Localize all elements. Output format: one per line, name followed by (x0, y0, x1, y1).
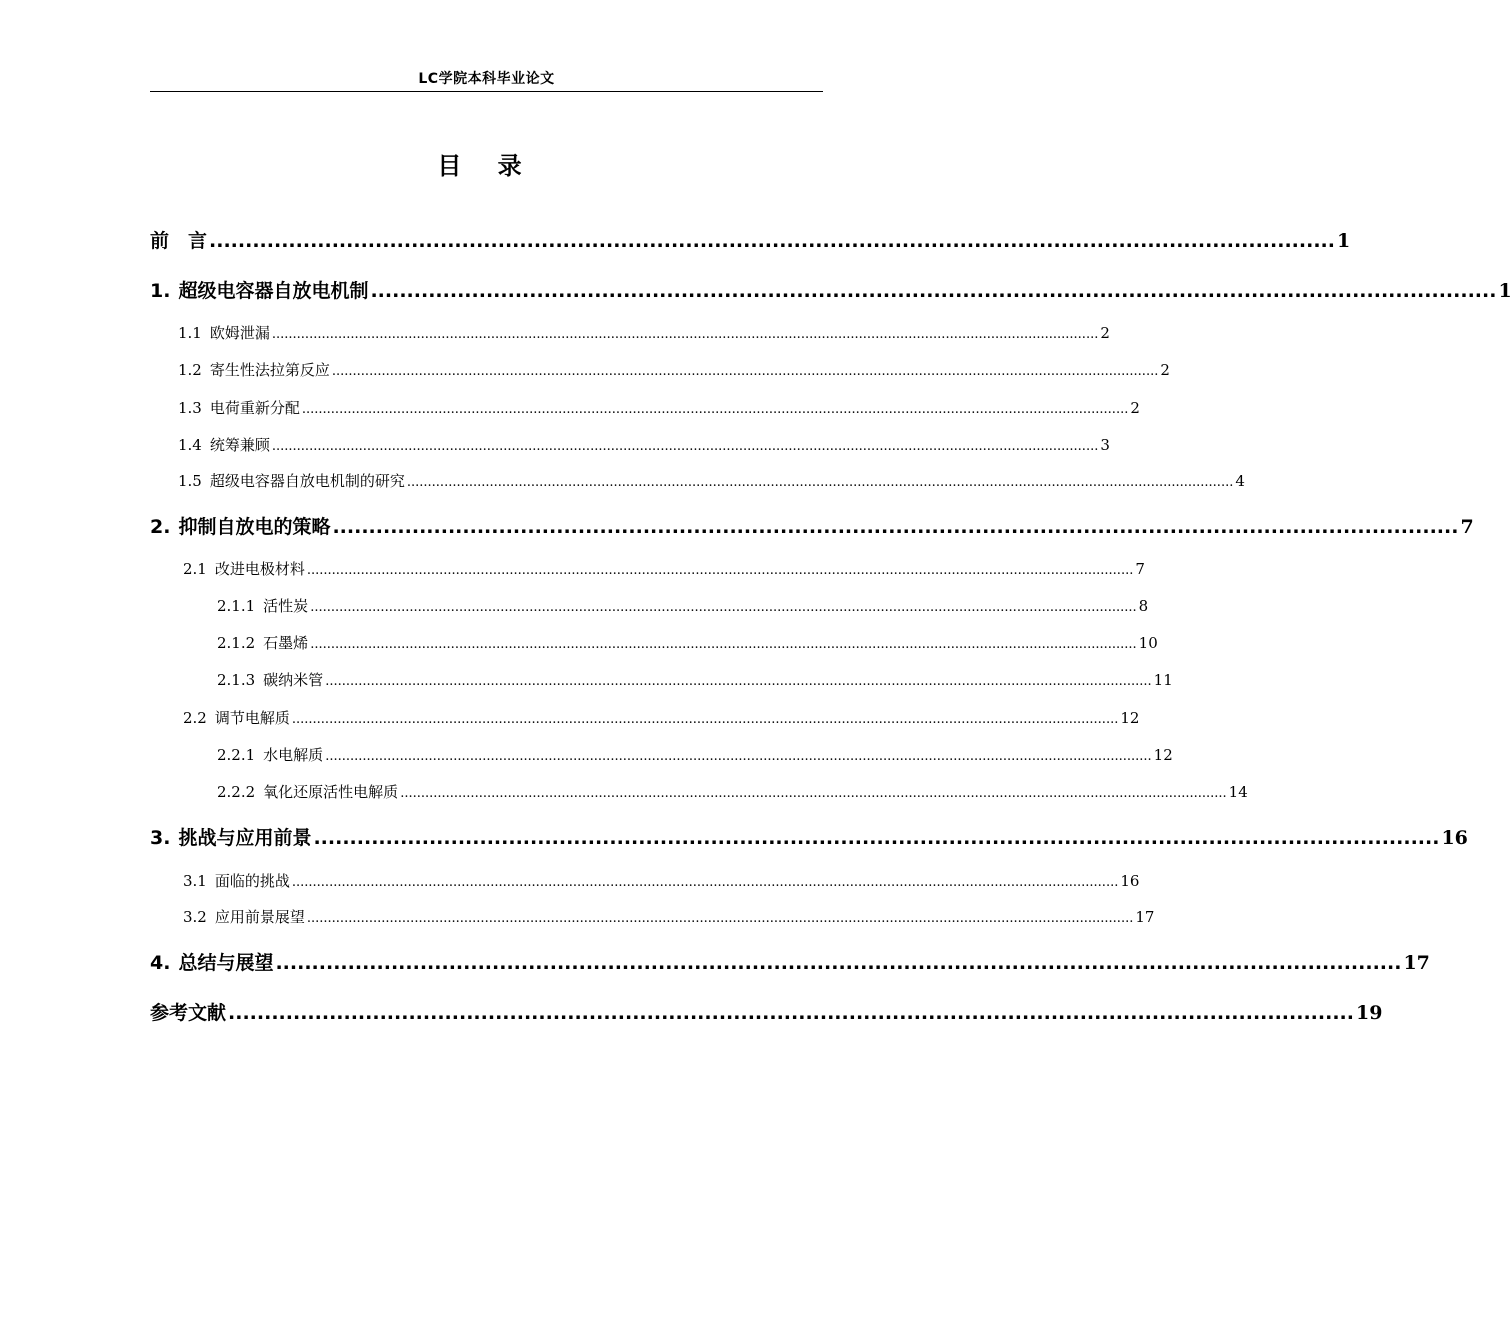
toc-page-number: 1 (1337, 230, 1351, 252)
toc-leader: ........................................................................................................................................................................................................ (325, 749, 1152, 764)
toc-label: 电荷重新分配 (209, 399, 300, 417)
toc-leader: ........................................................................................................................................................................................................ (400, 786, 1227, 801)
toc-label: 水电解质 (263, 746, 324, 764)
toc-entry-3-1[interactable] (183, 870, 1140, 891)
toc-page-number: 3 (1100, 436, 1110, 454)
toc-label: 统筹兼顾 (209, 436, 270, 454)
toc-leader: ............................................................................................................................................................ (313, 827, 1440, 849)
toc-label: 面临的挑战 (214, 872, 290, 890)
toc-number: 2.1.1 (217, 597, 256, 615)
toc-page-number: 12 (1120, 709, 1140, 727)
toc-page-number: 1 (1498, 280, 1512, 302)
toc-page-number: 2 (1130, 399, 1140, 417)
toc-leader: ........................................................................................................................................................................................................ (306, 563, 1134, 578)
toc-leader: ........................................................................................................................................................................................................ (310, 637, 1137, 652)
toc-page-number: 10 (1138, 634, 1158, 652)
toc-page-number: 14 (1228, 783, 1248, 801)
toc-entry-1-2[interactable] (178, 359, 1170, 380)
toc-number: 2.1.2 (217, 634, 256, 652)
toc-entry-1-5[interactable] (178, 470, 1245, 491)
toc-label: 前 言 (150, 230, 208, 252)
toc-entry-chapter-2[interactable] (150, 512, 1474, 539)
toc-page-number: 2 (1160, 361, 1170, 379)
toc-number: 2.2.2 (217, 783, 256, 801)
toc-label: 超级电容器自放电机制 (178, 280, 369, 302)
toc-page-number: 8 (1138, 597, 1149, 615)
toc-entry-2-1-2[interactable] (217, 632, 1158, 653)
toc-number: 3.2 (183, 908, 207, 926)
toc-entry-2-2-1[interactable] (217, 744, 1173, 765)
toc-leader: ............................................................................................................................................................ (228, 1002, 1354, 1024)
toc-leader: ........................................................................................................................................................................................................ (291, 875, 1119, 890)
toc-label: 总结与展望 (178, 952, 274, 974)
toc-label: 参考文献 (150, 1002, 227, 1024)
toc-leader: ........................................................................................................................................................................................................ (310, 600, 1137, 615)
toc-page-number: 7 (1135, 560, 1145, 578)
toc-entry-chapter-3[interactable] (150, 823, 1468, 850)
toc-number: 1.1 (178, 324, 202, 342)
toc-page-number: 11 (1153, 671, 1173, 689)
toc-leader: ........................................................................................................................................................................................................ (271, 327, 1099, 342)
toc-number: 2.2.1 (217, 746, 256, 764)
toc-entry-chapter-4[interactable] (150, 948, 1430, 975)
toc-page-number: 19 (1356, 1002, 1383, 1024)
toc-label: 欧姆泄漏 (209, 324, 270, 342)
toc-label: 抑制自放电的策略 (178, 516, 331, 538)
toc-label: 活性炭 (263, 597, 309, 615)
toc-entry-2-2[interactable] (183, 707, 1140, 728)
toc-entry-1-3[interactable] (178, 397, 1140, 418)
toc-entry-preface[interactable] (150, 226, 1351, 253)
toc-label: 挑战与应用前景 (178, 827, 312, 849)
toc-page-number: 17 (1403, 952, 1430, 974)
toc-label: 寄生性法拉第反应 (209, 361, 330, 379)
toc-entry-2-2-2[interactable] (217, 781, 1248, 802)
toc-leader: ........................................................................................................................................................................................................ (406, 475, 1234, 490)
toc-number: 4. (150, 952, 171, 974)
toc-page-number: 7 (1460, 516, 1474, 538)
toc-number: 1.4 (178, 436, 202, 454)
toc-entry-2-1-1[interactable] (217, 595, 1149, 616)
toc-label: 氧化还原活性电解质 (263, 783, 399, 801)
toc-leader: ............................................................................................................................................................ (275, 952, 1402, 974)
toc-page-number: 16 (1441, 827, 1468, 849)
toc-leader: ........................................................................................................................................................................................................ (271, 439, 1099, 454)
toc-number: 3.1 (183, 872, 207, 890)
toc-page-number: 16 (1120, 872, 1140, 890)
toc-number: 2.1.3 (217, 671, 256, 689)
toc-number: 2.1 (183, 560, 207, 578)
toc-number: 1.5 (178, 472, 202, 490)
toc-number: 2.2 (183, 709, 207, 727)
toc-leader: ............................................................................................................................................................ (370, 280, 1497, 302)
toc-label: 改进电极材料 (214, 560, 305, 578)
header-rule (150, 91, 823, 92)
toc-leader: ........................................................................................................................................................................................................ (291, 712, 1119, 727)
toc-leader: ........................................................................................................................................................................................................ (301, 402, 1129, 417)
toc-number: 1. (150, 280, 171, 302)
toc-number: 3. (150, 827, 171, 849)
toc-number: 1.2 (178, 361, 202, 379)
running-header: LC学院本科毕业论文 (418, 71, 555, 87)
toc-page-number: 17 (1135, 908, 1155, 926)
toc-number: 1.3 (178, 399, 202, 417)
page-title: 目 录 (437, 152, 536, 180)
toc-leader: ............................................................................................................................................................ (332, 516, 1459, 538)
toc-page-number: 4 (1235, 472, 1245, 490)
toc-entry-2-1-3[interactable] (217, 669, 1173, 690)
toc-entry-1-1[interactable] (178, 322, 1110, 343)
toc-leader: ........................................................................................................................................................................................................ (306, 911, 1134, 926)
toc-entry-3-2[interactable] (183, 906, 1155, 927)
toc-label: 超级电容器自放电机制的研究 (209, 472, 405, 490)
toc-entry-2-1[interactable] (183, 558, 1145, 579)
toc-entry-1-4[interactable] (178, 434, 1110, 455)
toc-entry-chapter-1[interactable] (150, 276, 1512, 303)
toc-leader: ........................................................................................................................................................................................................ (325, 674, 1152, 689)
toc-number: 2. (150, 516, 171, 538)
toc-leader: ............................................................................................................................................................ (209, 230, 1335, 252)
toc-label: 应用前景展望 (214, 908, 305, 926)
toc-page-number: 2 (1100, 324, 1110, 342)
toc-label: 石墨烯 (263, 634, 309, 652)
toc-label: 调节电解质 (214, 709, 290, 727)
toc-label: 碳纳米管 (263, 671, 324, 689)
toc-leader: ........................................................................................................................................................................................................ (331, 364, 1159, 379)
toc-page-number: 12 (1153, 746, 1173, 764)
toc-entry-references[interactable] (150, 998, 1383, 1025)
